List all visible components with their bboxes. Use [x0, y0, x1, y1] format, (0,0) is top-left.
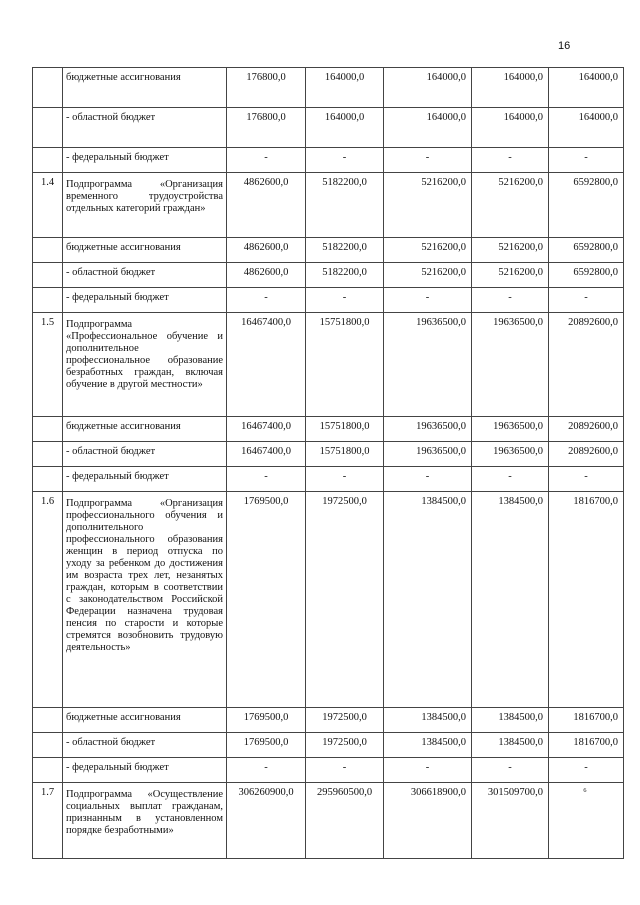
row-description: - федеральный бюджет — [63, 148, 227, 173]
year-value-3: 164000,0 — [384, 108, 472, 148]
year-value-4: - — [472, 288, 549, 313]
year-value-2: 5182200,0 — [306, 173, 384, 238]
row-description: бюджетные ассигнования — [63, 708, 227, 733]
year-value-1: 4862600,0 — [227, 263, 306, 288]
year-value-1: 4862600,0 — [227, 238, 306, 263]
row-number — [33, 708, 63, 733]
table-row — [33, 492, 624, 708]
table-row — [33, 238, 624, 263]
year-value-1: 1769500,0 — [227, 708, 306, 733]
year-value-3: - — [384, 467, 472, 492]
row-description: Подпрограмма «Организация временного трудоустройства отдельных категорий граждан» — [63, 173, 227, 238]
year-value-3: - — [384, 758, 472, 783]
year-value-2: 15751800,0 — [306, 313, 384, 417]
year-value-2: - — [306, 148, 384, 173]
table-row — [33, 758, 624, 783]
table-row — [33, 442, 624, 467]
row-description: Подпрограмма «Осуществление социальных выплат гражданам, признанным в установленном порядке безработными» — [63, 783, 227, 859]
year-value-5: 6592800,0 — [549, 263, 624, 288]
year-value-4: - — [472, 758, 549, 783]
row-number — [33, 417, 63, 442]
year-value-2: 1972500,0 — [306, 733, 384, 758]
year-value-1: - — [227, 467, 306, 492]
year-value-3: 306618900,0 — [384, 783, 472, 859]
row-number: 1.6 — [33, 492, 63, 708]
row-number: 1.4 — [33, 173, 63, 238]
year-value-2: 164000,0 — [306, 68, 384, 108]
year-value-2: 1972500,0 — [306, 708, 384, 733]
table-row — [33, 708, 624, 733]
year-value-4: 19636500,0 — [472, 313, 549, 417]
year-value-3: - — [384, 148, 472, 173]
year-value-4: 301509700,0 — [472, 783, 549, 859]
year-value-4: 164000,0 — [472, 68, 549, 108]
row-description: бюджетные ассигнования — [63, 238, 227, 263]
year-value-1: 176800,0 — [227, 108, 306, 148]
table-row — [33, 467, 624, 492]
year-value-3: 19636500,0 — [384, 442, 472, 467]
row-number: 1.5 — [33, 313, 63, 417]
year-value-3: 1384500,0 — [384, 492, 472, 708]
year-value-5: - — [549, 288, 624, 313]
year-value-3: 1384500,0 — [384, 733, 472, 758]
year-value-3: 19636500,0 — [384, 417, 472, 442]
year-value-2: 1972500,0 — [306, 492, 384, 708]
row-description: - областной бюджет — [63, 263, 227, 288]
year-value-5: - — [549, 467, 624, 492]
year-value-3: 5216200,0 — [384, 263, 472, 288]
year-value-1: 4862600,0 — [227, 173, 306, 238]
year-value-1: - — [227, 148, 306, 173]
row-description: Подпрограмма «Профессиональное обучение и дополнительное профессиональное образование безработных граждан, включая обучение в другой местности» — [63, 313, 227, 417]
year-value-4: 164000,0 — [472, 108, 549, 148]
year-value-4: - — [472, 467, 549, 492]
page-number: 16 — [558, 40, 571, 52]
year-value-1: 1769500,0 — [227, 492, 306, 708]
row-number — [33, 467, 63, 492]
row-description: бюджетные ассигнования — [63, 417, 227, 442]
year-value-2: 5182200,0 — [306, 238, 384, 263]
year-value-4: - — [472, 148, 549, 173]
year-value-5: - — [549, 758, 624, 783]
year-value-5: 1816700,0 — [549, 708, 624, 733]
row-number — [33, 263, 63, 288]
year-value-2: 295960500,0 — [306, 783, 384, 859]
year-value-5: 1816700,0 — [549, 492, 624, 708]
year-value-1: 16467400,0 — [227, 417, 306, 442]
year-value-4: 1384500,0 — [472, 708, 549, 733]
year-value-3: 19636500,0 — [384, 313, 472, 417]
year-value-5: - — [549, 148, 624, 173]
year-value-4: 5216200,0 — [472, 173, 549, 238]
row-description: - федеральный бюджет — [63, 758, 227, 783]
budget-table — [32, 67, 624, 859]
table-row — [33, 263, 624, 288]
row-description: - федеральный бюджет — [63, 288, 227, 313]
year-value-1: 306260900,0 — [227, 783, 306, 859]
year-value-4: 5216200,0 — [472, 238, 549, 263]
year-value-1: 16467400,0 — [227, 442, 306, 467]
year-value-5: 1816700,0 — [549, 733, 624, 758]
year-value-5: 6592800,0 — [549, 238, 624, 263]
year-value-5: ⁶ — [549, 783, 624, 859]
year-value-3: - — [384, 288, 472, 313]
year-value-5: 164000,0 — [549, 108, 624, 148]
year-value-5: 20892600,0 — [549, 417, 624, 442]
year-value-1: - — [227, 288, 306, 313]
year-value-2: - — [306, 288, 384, 313]
row-description: Подпрограмма «Организация профессионального обучения и дополнительного профессионального образования женщин в период отпуска по уходу за ребенком до достижения им возраста трех лет, незанятых граждан, которым в соответствии с законодательством Российской Федерации назначена трудовая пенсия по старости и которые стремятся возобновить трудовую деятельность» — [63, 492, 227, 708]
year-value-1: 1769500,0 — [227, 733, 306, 758]
row-number: 1.7 — [33, 783, 63, 859]
table-row — [33, 68, 624, 108]
year-value-2: - — [306, 467, 384, 492]
row-number — [33, 68, 63, 108]
year-value-1: 16467400,0 — [227, 313, 306, 417]
row-number — [33, 733, 63, 758]
row-number — [33, 148, 63, 173]
year-value-1: 176800,0 — [227, 68, 306, 108]
year-value-4: 1384500,0 — [472, 733, 549, 758]
year-value-2: 164000,0 — [306, 108, 384, 148]
budget-table-body — [33, 68, 624, 859]
year-value-5: 164000,0 — [549, 68, 624, 108]
year-value-4: 1384500,0 — [472, 492, 549, 708]
row-number — [33, 758, 63, 783]
year-value-3: 5216200,0 — [384, 238, 472, 263]
year-value-3: 164000,0 — [384, 68, 472, 108]
table-row — [33, 148, 624, 173]
row-description: - областной бюджет — [63, 108, 227, 148]
year-value-4: 19636500,0 — [472, 417, 549, 442]
year-value-5: 20892600,0 — [549, 442, 624, 467]
row-description: бюджетные ассигнования — [63, 68, 227, 108]
table-row — [33, 288, 624, 313]
year-value-3: 1384500,0 — [384, 708, 472, 733]
row-description: - областной бюджет — [63, 442, 227, 467]
year-value-2: - — [306, 758, 384, 783]
year-value-5: 6592800,0 — [549, 173, 624, 238]
row-number — [33, 238, 63, 263]
row-number — [33, 442, 63, 467]
year-value-2: 15751800,0 — [306, 442, 384, 467]
table-row — [33, 173, 624, 238]
table-row — [33, 783, 624, 859]
year-value-1: - — [227, 758, 306, 783]
year-value-4: 19636500,0 — [472, 442, 549, 467]
row-description: - областной бюджет — [63, 733, 227, 758]
table-row — [33, 733, 624, 758]
year-value-3: 5216200,0 — [384, 173, 472, 238]
table-row — [33, 108, 624, 148]
row-number — [33, 288, 63, 313]
year-value-2: 15751800,0 — [306, 417, 384, 442]
table-row — [33, 417, 624, 442]
row-number — [33, 108, 63, 148]
year-value-2: 5182200,0 — [306, 263, 384, 288]
row-description: - федеральный бюджет — [63, 467, 227, 492]
table-row — [33, 313, 624, 417]
year-value-5: 20892600,0 — [549, 313, 624, 417]
year-value-4: 5216200,0 — [472, 263, 549, 288]
